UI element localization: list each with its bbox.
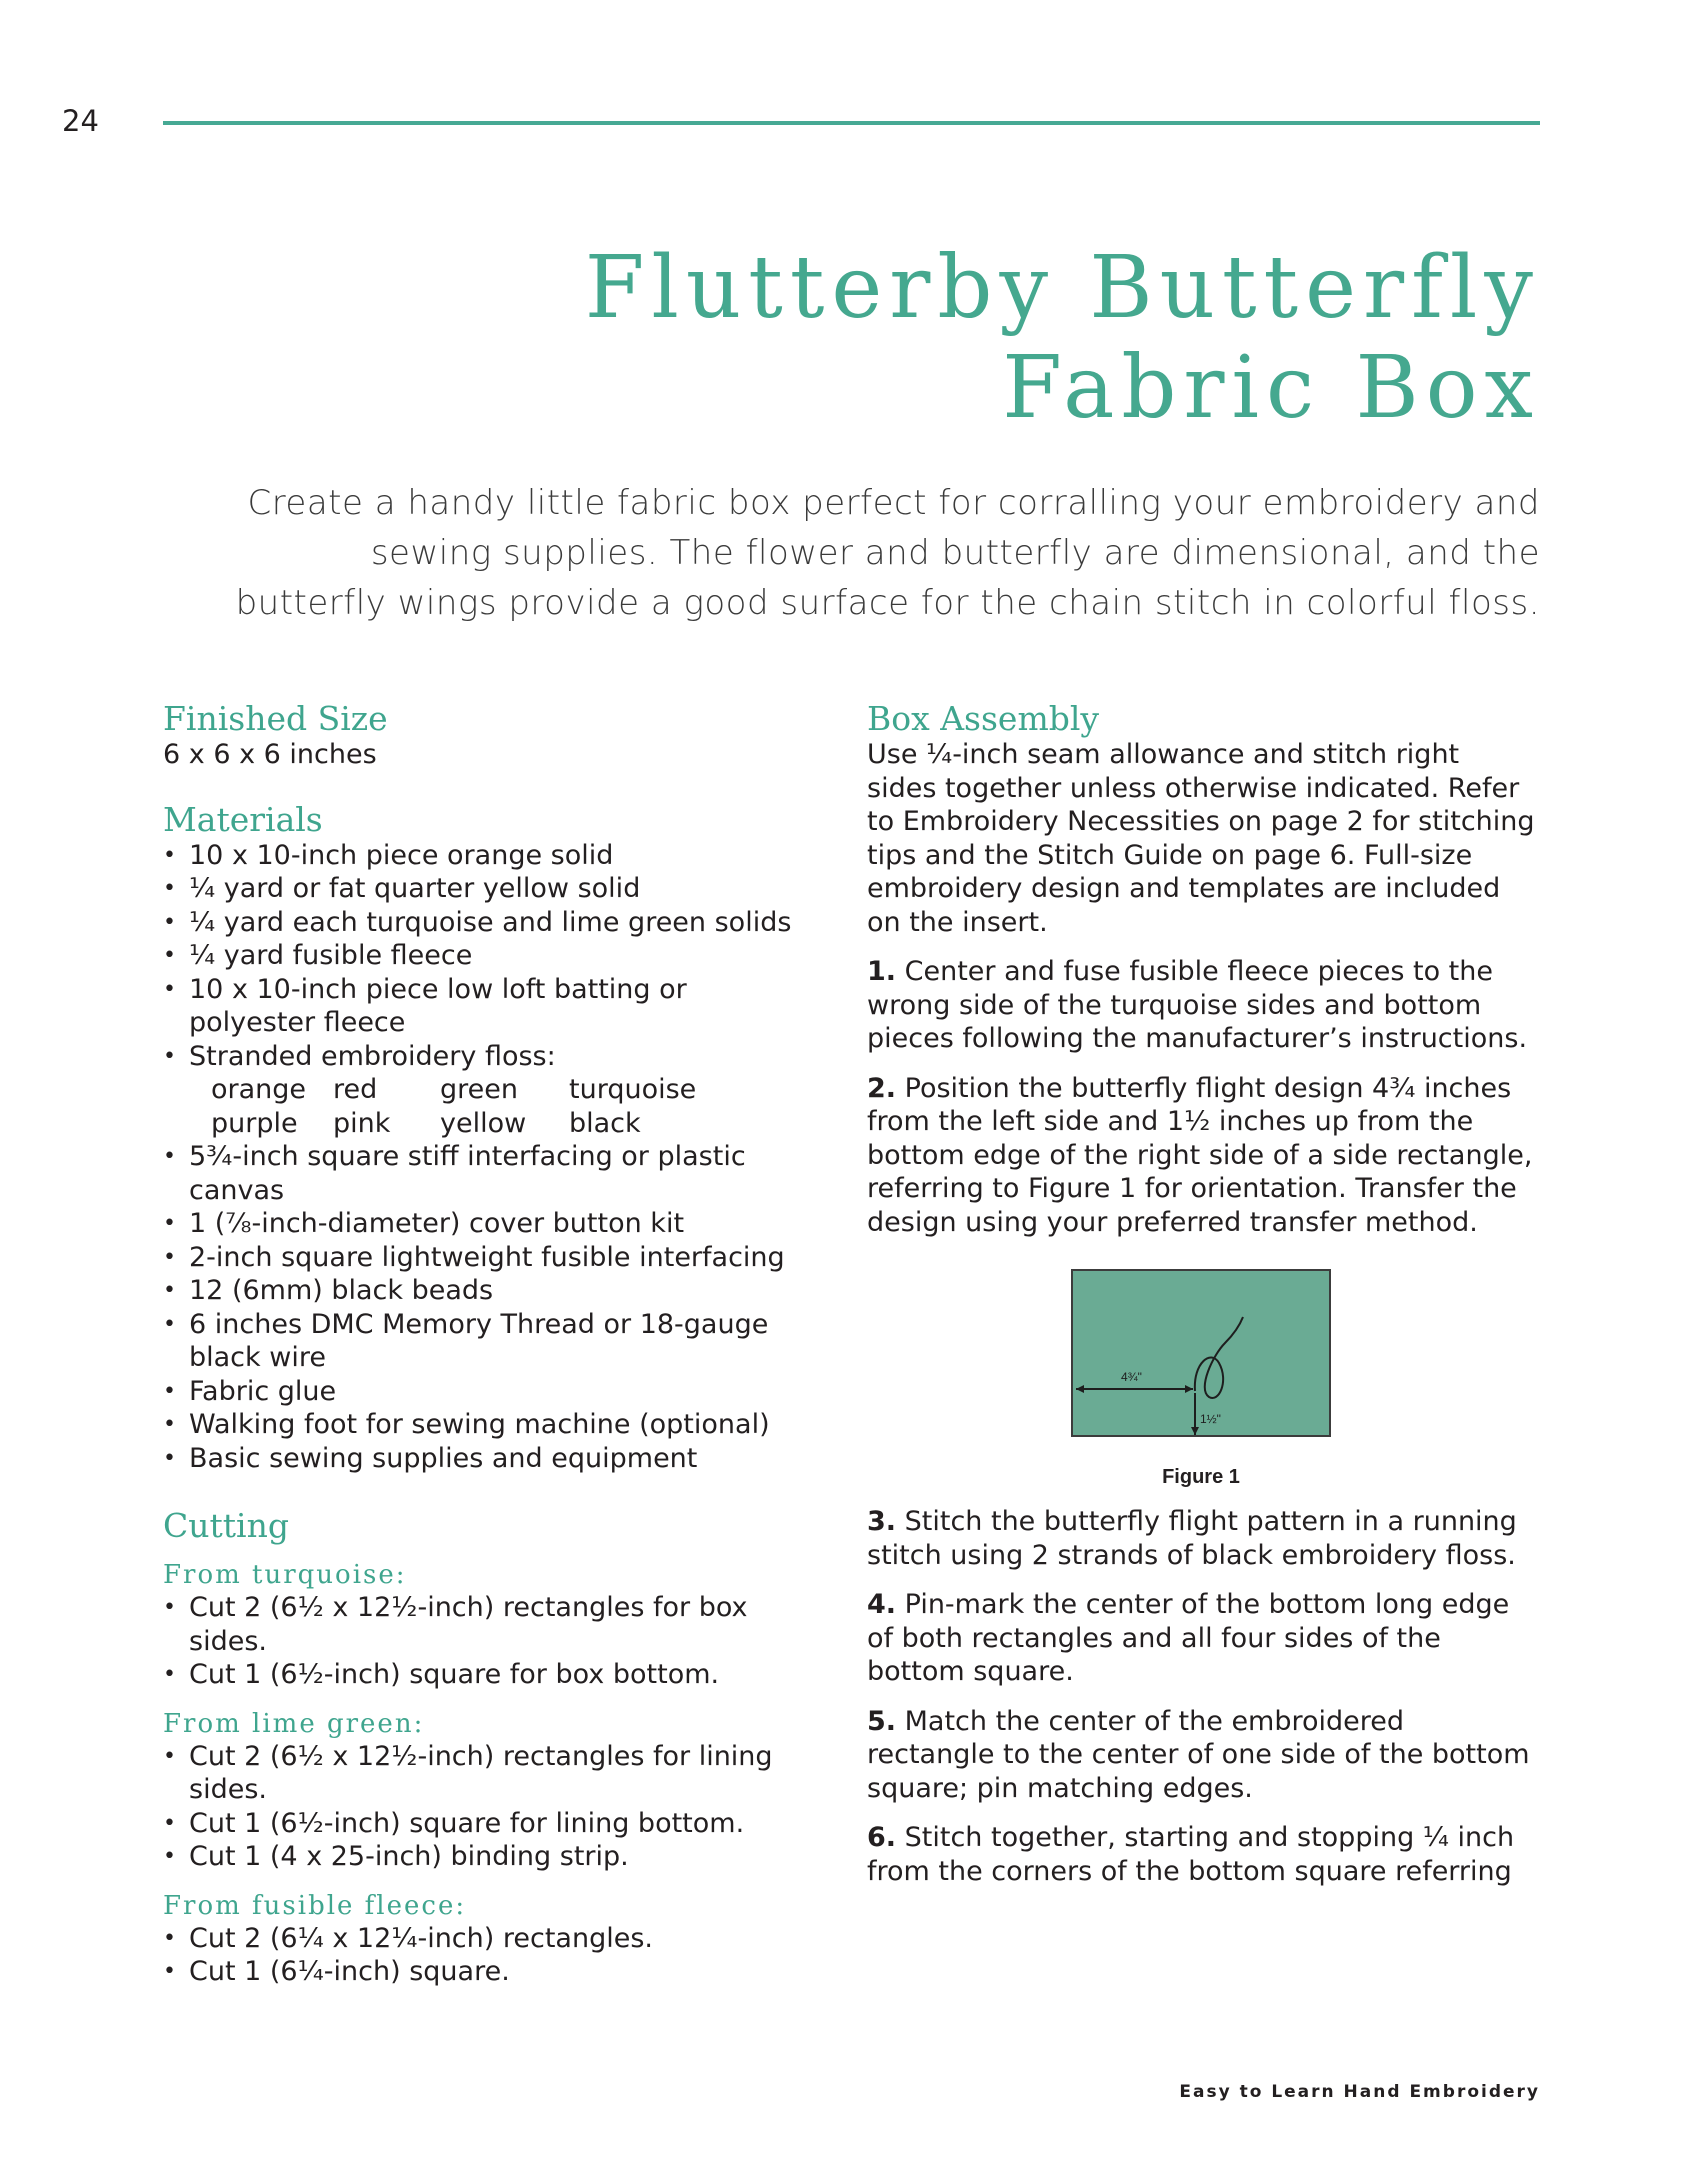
finished-size-section	[163, 700, 813, 772]
floss-color: black	[569, 1107, 641, 1139]
material-item: • 10 x 10-inch piece low loft batting or polyester fleece	[163, 973, 813, 1040]
material-item: • Fabric glue	[163, 1375, 813, 1409]
step-number: 2.	[867, 1072, 897, 1104]
step-number: 3.	[867, 1506, 897, 1537]
step-number: 4.	[867, 1589, 897, 1620]
cutting-list	[163, 1591, 813, 1692]
floss-color: orange	[211, 1074, 307, 1105]
page-number: 24	[62, 104, 99, 138]
left-column	[163, 700, 813, 1989]
material-item: • Walking foot for sewing machine (optional)	[163, 1408, 813, 1442]
assembly-step	[867, 1072, 1537, 1240]
material-item: • ¼ yard fusible fleece	[163, 939, 813, 973]
step-text: Stitch the butterfly flight pattern in a running stitch using 2 strands of black embroidery floss.	[867, 1506, 1517, 1571]
cutting-section	[163, 1507, 813, 1989]
finished-size-heading: Finished Size	[163, 699, 388, 738]
step-number: 6.	[867, 1822, 897, 1853]
left-arrowhead	[1076, 1385, 1084, 1393]
horizontal-measure-label: 4¾"	[1121, 1370, 1142, 1384]
cutting-group-heading: From turquoise:	[163, 1560, 407, 1590]
header-rule	[163, 121, 1540, 125]
step-text: Stitch together, starting and stopping ¼ inch from the corners of the bottom square referring	[867, 1822, 1515, 1887]
materials-heading: Materials	[163, 799, 323, 839]
figure-caption: Figure 1	[1162, 1466, 1240, 1488]
assembly-step	[867, 1588, 1537, 1689]
step-text: Center and fuse fusible fleece pieces to the wrong side of the turquoise sides and bottom pieces following the manufacturer’s instructions.	[867, 956, 1528, 1054]
floss-color: turquoise	[569, 1074, 697, 1105]
floss-color-grid	[163, 1073, 813, 1140]
figure-1-diagram	[1071, 1269, 1331, 1437]
assembly-steps	[867, 955, 1537, 1239]
materials-list-continued	[163, 1140, 813, 1475]
title-line-1: Flutterby Butterfly	[584, 238, 1540, 338]
material-item: • 6 inches DMC Memory Thread or 18-gauge black wire	[163, 1308, 813, 1375]
box-assembly-heading: Box Assembly	[867, 699, 1100, 738]
material-item: • 1 (⅞-inch-diameter) cover button kit	[163, 1207, 813, 1241]
page-title	[585, 238, 1540, 438]
right-column	[867, 699, 1537, 1887]
floss-color: pink	[333, 1107, 391, 1139]
floss-color: green	[440, 1074, 518, 1105]
cutting-group	[163, 1559, 813, 1692]
materials-section	[163, 801, 813, 1476]
cutting-item: • Cut 1 (6¼-inch) square.	[163, 1955, 813, 1989]
vertical-measure-label: 1½"	[1200, 1412, 1221, 1426]
right-arrowhead	[1185, 1385, 1193, 1393]
intro-paragraph: Create a handy little fabric box perfect for corralling your embroidery and sewing supplies. The flower and butterfly are dimensional, and the butterfly wings provide a good surface for the chain stitch in colorful floss.	[235, 483, 1540, 623]
cutting-item: • Cut 1 (4 x 25-inch) binding strip.	[163, 1840, 813, 1874]
step-text: Match the center of the embroidered rectangle to the center of one side of the bottom square; pin matching edges.	[867, 1705, 1530, 1804]
cutting-groups	[163, 1559, 813, 1989]
title-line-2: Fabric Box	[1002, 338, 1540, 438]
cutting-item: • Cut 1 (6½-inch) square for box bottom.	[163, 1658, 813, 1692]
finished-size-value: 6 x 6 x 6 inches	[163, 739, 377, 770]
cutting-item: • Cut 2 (6½ x 12½-inch) rectangles for box sides.	[163, 1591, 813, 1658]
cutting-list	[163, 1740, 813, 1874]
material-item: • ¼ yard each turquoise and lime green solids	[163, 906, 813, 940]
material-item: • Stranded embroidery floss:	[163, 1040, 813, 1074]
assembly-steps-continued	[867, 1505, 1537, 1888]
cutting-group-heading: From fusible fleece:	[163, 1890, 467, 1921]
floss-color: red	[333, 1074, 378, 1105]
assembly-step	[867, 1505, 1537, 1572]
cutting-item: • Cut 2 (6½ x 12½-inch) rectangles for lining sides.	[163, 1740, 813, 1807]
step-text: Pin-mark the center of the bottom long edge of both rectangles and all four sides of the bottom square.	[867, 1589, 1510, 1687]
material-item: • Basic sewing supplies and equipment	[163, 1442, 813, 1476]
cutting-heading: Cutting	[163, 1506, 289, 1545]
floss-color: yellow	[440, 1107, 527, 1139]
material-item: • 5¾-inch square stiff interfacing or plastic canvas	[163, 1140, 813, 1207]
cutting-group	[163, 1890, 813, 1989]
cutting-group-heading: From lime green:	[163, 1708, 425, 1739]
cutting-list	[163, 1922, 813, 1989]
down-arrowhead	[1191, 1427, 1199, 1435]
floss-color: purple	[211, 1107, 298, 1139]
material-item: • 2-inch square lightweight fusible interfacing	[163, 1241, 813, 1275]
material-item: • ¼ yard or fat quarter yellow solid	[163, 872, 813, 906]
assembly-step	[867, 955, 1537, 1056]
assembly-step	[867, 1705, 1537, 1806]
materials-list	[163, 839, 813, 1074]
butterfly-flight-diagram	[1073, 1271, 1329, 1435]
step-number: 5.	[867, 1705, 897, 1737]
step-number: 1.	[867, 956, 897, 987]
cutting-group	[163, 1708, 813, 1874]
assembly-step	[867, 1821, 1537, 1888]
material-item: • 12 (6mm) black beads	[163, 1274, 813, 1308]
footer-book-title: Easy to Learn Hand Embroidery	[1179, 2082, 1540, 2102]
cutting-item: • Cut 2 (6¼ x 12¼-inch) rectangles.	[163, 1922, 813, 1956]
cutting-item: • Cut 1 (6½-inch) square for lining bottom.	[163, 1807, 813, 1841]
box-assembly-intro: Use ¼-inch seam allowance and stitch right sides together unless otherwise indicated. Refer to Embroidery Necessities on page 2 for stitching tips and the Stitch Guide on page 6. Full-size embroidery design and templates are included on the insert.	[867, 739, 1535, 938]
material-item: • 10 x 10-inch piece orange solid	[163, 839, 813, 873]
step-text: Position the butterfly flight design 4¾ inches from the left side and 1½ inches up from the bottom edge of the right side of a side rectangle, referring to Figure 1 for orientation. Transfer the design using your preferred transfer method.	[867, 1072, 1533, 1238]
flight-path-curve	[1195, 1317, 1243, 1398]
